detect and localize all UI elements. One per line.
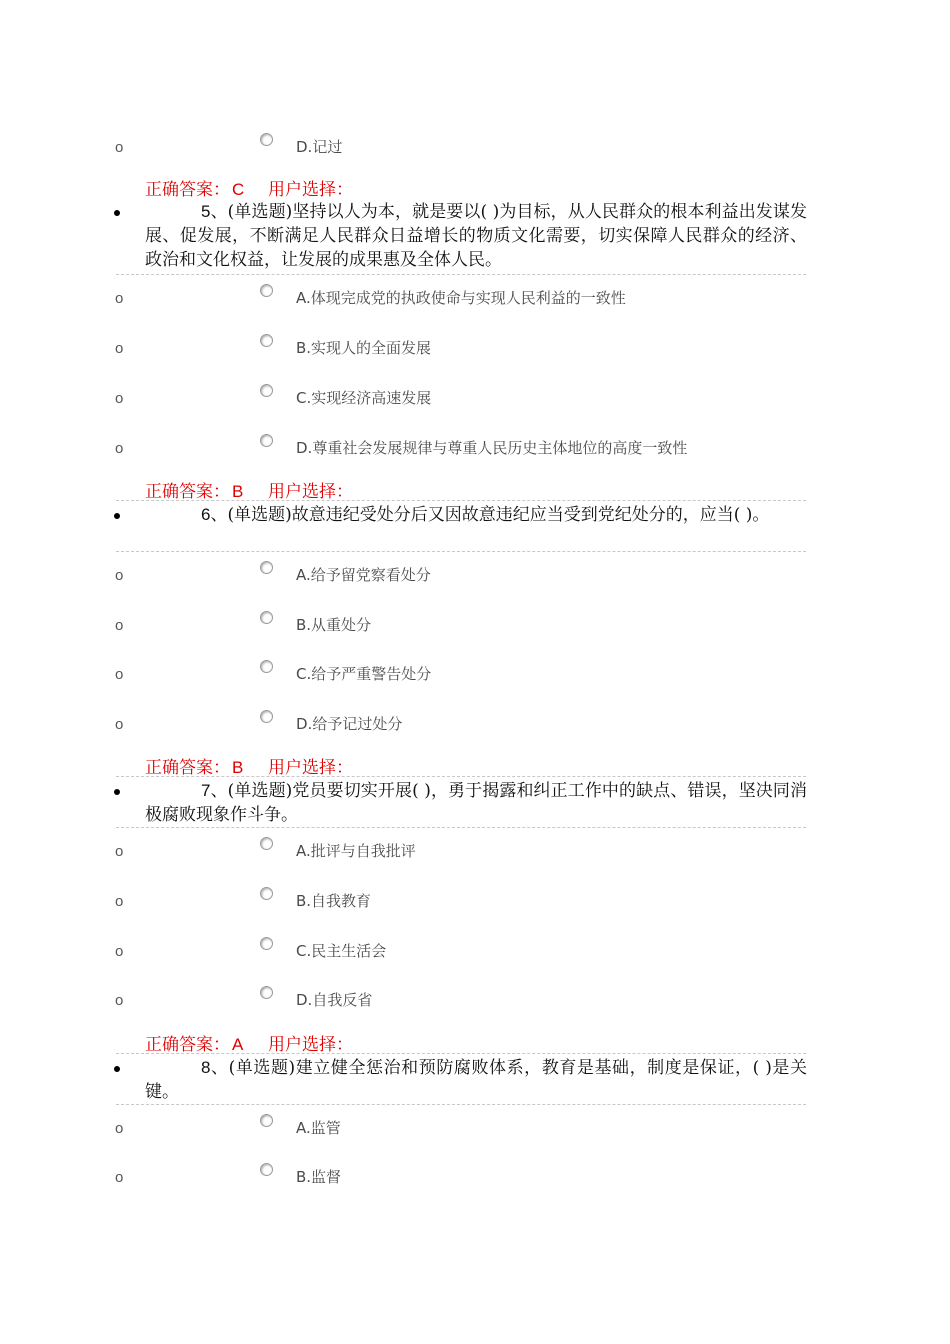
option-row[interactable] (0, 988, 950, 1014)
option-bullet: o (115, 666, 124, 683)
user-choice-label: 用户选择： (268, 180, 353, 200)
radio-icon[interactable] (260, 937, 273, 950)
question-number: 8 (201, 1058, 211, 1077)
option-row[interactable] (0, 613, 950, 639)
option-label: A.批评与自我批评 (296, 842, 416, 860)
correct-answer-value: B (232, 758, 244, 777)
question-bullet (114, 210, 120, 216)
radio-icon[interactable] (260, 133, 273, 146)
correct-answer-label: 正确答案： (145, 482, 230, 502)
option-label: C.民主生活会 (296, 942, 387, 960)
radio-icon[interactable] (260, 434, 273, 447)
option-bullet: o (115, 390, 124, 407)
option-row[interactable] (0, 286, 950, 312)
answer-line (145, 175, 353, 199)
option-row[interactable] (0, 563, 950, 589)
question-body: 、(单选题)坚持以人为本，就是要以( )为目标，从人民群众的根本利益出发谋发展、促发展，不断满足人民群众日益增长的物质文化需要，切实保障人民群众的经济、政治和文化权益，让发展的成果惠及全体人民。 (145, 202, 807, 270)
option-bullet: o (115, 716, 124, 733)
divider (116, 1053, 806, 1054)
radio-icon[interactable] (260, 384, 273, 397)
user-choice-label: 用户选择： (268, 482, 353, 502)
option-label: D.尊重社会发展规律与尊重人民历史主体地位的高度一致性 (296, 439, 688, 457)
option-row[interactable] (0, 135, 950, 161)
option-row[interactable] (0, 336, 950, 362)
divider (116, 274, 806, 275)
question-text (145, 779, 807, 827)
option-label: A.体现完成党的执政使命与实现人民利益的一致性 (296, 289, 626, 307)
divider (116, 1104, 806, 1105)
option-label: D.自我反省 (296, 991, 373, 1009)
question-text (145, 200, 807, 272)
radio-icon[interactable] (260, 284, 273, 297)
option-label: D.给予记过处分 (296, 715, 403, 733)
option-label: C.给予严重警告处分 (296, 665, 432, 683)
question-number: 5 (201, 202, 211, 221)
correct-answer-label: 正确答案： (145, 180, 230, 200)
correct-answer-label: 正确答案： (145, 758, 230, 778)
option-label: B.实现人的全面发展 (296, 339, 432, 357)
answer-line (145, 1030, 353, 1054)
option-row[interactable] (0, 662, 950, 688)
radio-icon[interactable] (260, 1163, 273, 1176)
option-bullet: o (115, 943, 124, 960)
question-body: 、(单选题)建立健全惩治和预防腐败体系，教育是基础，制度是保证，( )是关键。 (145, 1058, 807, 1102)
option-bullet: o (115, 843, 124, 860)
radio-icon[interactable] (260, 561, 273, 574)
option-bullet: o (115, 290, 124, 307)
question-text (145, 503, 807, 527)
question-text (145, 1056, 807, 1104)
radio-icon[interactable] (260, 837, 273, 850)
option-row[interactable] (0, 386, 950, 412)
question-body: 、(单选题)故意违纪受处分后又因故意违纪应当受到党纪处分的，应当( )。 (210, 505, 770, 525)
correct-answer-value: A (232, 1035, 244, 1054)
option-bullet: o (115, 1120, 124, 1137)
answer-line (145, 477, 353, 501)
divider (116, 827, 806, 828)
radio-icon[interactable] (260, 710, 273, 723)
option-row[interactable] (0, 1116, 950, 1142)
option-label: B.自我教育 (296, 892, 372, 910)
radio-icon[interactable] (260, 660, 273, 673)
option-bullet: o (115, 440, 124, 457)
option-row[interactable] (0, 939, 950, 965)
option-row[interactable] (0, 889, 950, 915)
option-bullet: o (115, 139, 124, 156)
option-row[interactable] (0, 436, 950, 462)
option-label: B.监督 (296, 1168, 342, 1186)
option-label: A.监管 (296, 1119, 341, 1137)
radio-icon[interactable] (260, 611, 273, 624)
question-number: 6 (201, 505, 211, 524)
question-bullet (114, 1066, 120, 1072)
answer-line (145, 753, 353, 777)
option-bullet: o (115, 1169, 124, 1186)
option-row[interactable] (0, 839, 950, 865)
option-bullet: o (115, 567, 124, 584)
user-choice-label: 用户选择： (268, 758, 353, 778)
option-row[interactable] (0, 1165, 950, 1191)
radio-icon[interactable] (260, 1114, 273, 1127)
option-label: A.给予留党察看处分 (296, 566, 431, 584)
question-body: 、(单选题)党员要切实开展( )，勇于揭露和纠正工作中的缺点、错误，坚决同消极腐败现象作斗争。 (145, 781, 807, 825)
radio-icon[interactable] (260, 986, 273, 999)
option-row[interactable] (0, 712, 950, 738)
option-label: C.实现经济高速发展 (296, 389, 432, 407)
radio-icon[interactable] (260, 334, 273, 347)
divider (116, 551, 806, 552)
correct-answer-value: C (232, 180, 245, 199)
correct-answer-label: 正确答案： (145, 1035, 230, 1055)
question-bullet (114, 789, 120, 795)
correct-answer-value: B (232, 482, 244, 501)
divider (116, 500, 806, 501)
option-label: B.从重处分 (296, 616, 372, 634)
question-bullet (114, 513, 120, 519)
question-number: 7 (201, 781, 211, 800)
divider (116, 776, 806, 777)
option-bullet: o (115, 617, 124, 634)
user-choice-label: 用户选择： (268, 1035, 353, 1055)
radio-icon[interactable] (260, 887, 273, 900)
option-bullet: o (115, 992, 124, 1009)
option-bullet: o (115, 893, 124, 910)
option-label: D.记过 (296, 138, 343, 156)
option-bullet: o (115, 340, 124, 357)
